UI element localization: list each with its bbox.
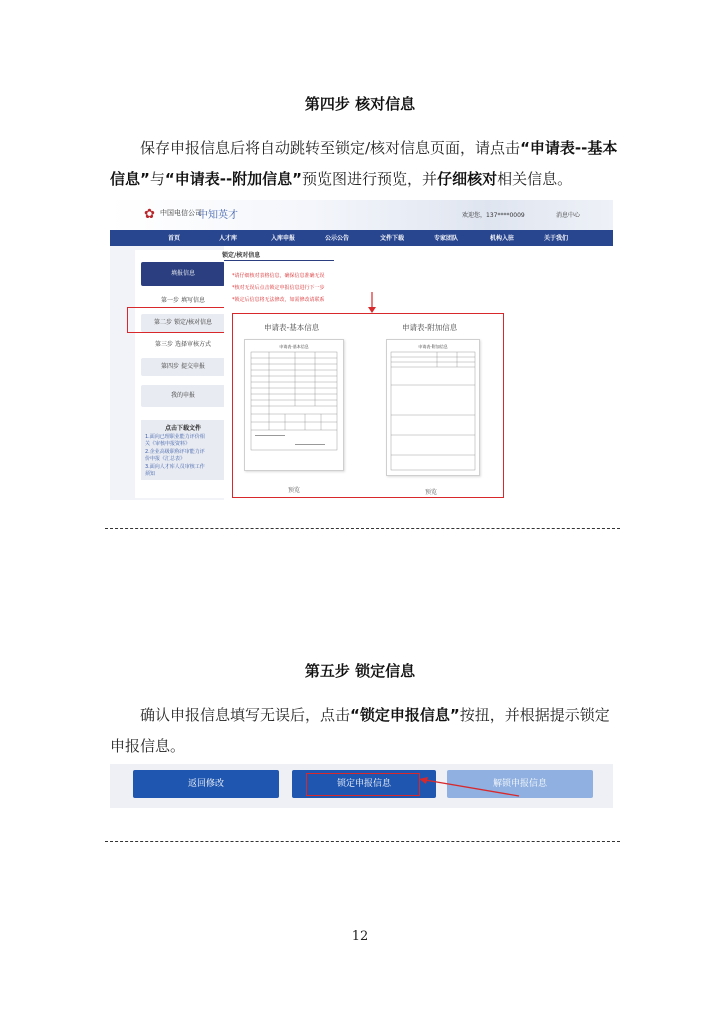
preview-extra-thumbnail[interactable] bbox=[386, 339, 480, 476]
tip-line: *核对无误后点击锁定申报信息进行下一步 bbox=[232, 285, 325, 291]
preview-basic-title: 申请表-基本信息 bbox=[264, 323, 320, 332]
preview-button-extra[interactable]: 预览 bbox=[425, 489, 438, 496]
logo-icon: ✿ bbox=[144, 207, 155, 222]
nav-item-apply[interactable]: 入库申报 bbox=[271, 235, 296, 242]
breadcrumb: 锁定/核对信息 bbox=[222, 252, 261, 259]
sidebar-step-1[interactable]: 第一步 填写信息 bbox=[161, 297, 205, 304]
download-box bbox=[141, 420, 225, 480]
my-apply-button[interactable]: 我的申报 bbox=[141, 385, 225, 407]
user-center-link[interactable]: 消息中心 bbox=[556, 212, 581, 219]
brand-name: 中知英才 bbox=[198, 210, 238, 221]
nav-item-home[interactable]: 首页 bbox=[168, 235, 181, 242]
arrow-down-icon bbox=[366, 292, 378, 314]
step2-highlight bbox=[127, 307, 225, 333]
lock-button-highlight bbox=[306, 773, 420, 796]
doc-title: 申请表-基本信息 bbox=[279, 344, 309, 349]
nav-item-about[interactable]: 关于我们 bbox=[544, 235, 569, 242]
sidebar-step-3[interactable]: 第三步 选择审核方式 bbox=[155, 341, 211, 348]
nav-item-download[interactable]: 文件下载 bbox=[380, 235, 405, 242]
lock-info-button[interactable]: 锁定申报信息 bbox=[292, 770, 436, 798]
fill-info-button[interactable]: 填报信息 bbox=[141, 262, 225, 286]
nav-item-org[interactable]: 机构入驻 bbox=[490, 235, 515, 242]
sidebar-step-2[interactable]: 第二步 锁定/核对信息 bbox=[141, 314, 225, 332]
tip-line: *锁定后信息将无法修改，如需修改请联系 bbox=[232, 297, 325, 303]
logo-text: 中国电信公司 bbox=[160, 209, 202, 217]
download-link[interactable]: 3.面向人才库人员审核工作 bbox=[145, 464, 205, 470]
step4-paragraph: 保存申报信息后将自动跳转至锁定/核对信息页面，请点击“申请表--基本信息”与“申请表--附加信息”预览图进行预览，并仔细核对相关信息。 bbox=[110, 139, 618, 188]
preview-extra-title: 申请表-附加信息 bbox=[402, 323, 458, 332]
return-edit-button[interactable]: 返回修改 bbox=[133, 770, 279, 798]
unlock-info-button[interactable]: 解锁申报信息 bbox=[447, 770, 593, 798]
welcome-text: 欢迎您，137****0009 bbox=[462, 212, 525, 219]
sidebar-step-4[interactable]: 第四步 提交申报 bbox=[141, 358, 225, 376]
doc-title: 申请表-附加信息 bbox=[418, 344, 448, 349]
step4-heading: 第四步 核对信息 bbox=[304, 95, 416, 113]
page-number: 12 bbox=[351, 929, 369, 944]
preview-button-basic[interactable]: 预览 bbox=[288, 487, 301, 494]
main-nav bbox=[110, 230, 613, 246]
download-title: 点击下载文件 bbox=[164, 425, 201, 432]
nav-item-experts[interactable]: 专家团队 bbox=[434, 235, 459, 242]
sidebar bbox=[135, 250, 231, 498]
step5-heading: 第五步 锁定信息 bbox=[304, 662, 416, 680]
breadcrumb-underline bbox=[224, 260, 334, 261]
divider bbox=[105, 528, 620, 529]
download-link[interactable]: 1.面向已理职业能力评价相 bbox=[145, 434, 205, 440]
download-link[interactable]: 价申报《汇总表》 bbox=[145, 456, 186, 462]
divider bbox=[105, 841, 620, 842]
nav-item-notice[interactable]: 公示公告 bbox=[325, 235, 350, 242]
lock-verify-screenshot bbox=[110, 200, 613, 500]
step5-paragraph: 确认申报信息填写无误后，点击“锁定申报信息”按扭，并根据提示锁定申报信息。 bbox=[110, 706, 610, 755]
tip-line: *请仔细核对表格信息，确保信息准确无误 bbox=[232, 273, 325, 279]
download-link[interactable]: 须知 bbox=[145, 471, 156, 477]
arrow-left-icon bbox=[415, 776, 525, 800]
lock-buttons-screenshot bbox=[110, 764, 613, 808]
download-link[interactable]: 2.企业高级职称评审能力评 bbox=[145, 449, 205, 455]
nav-item-talent[interactable]: 人才库 bbox=[219, 235, 238, 242]
download-link[interactable]: 关《审核申报资料》 bbox=[145, 441, 191, 447]
preview-basic-thumbnail[interactable] bbox=[244, 339, 344, 471]
